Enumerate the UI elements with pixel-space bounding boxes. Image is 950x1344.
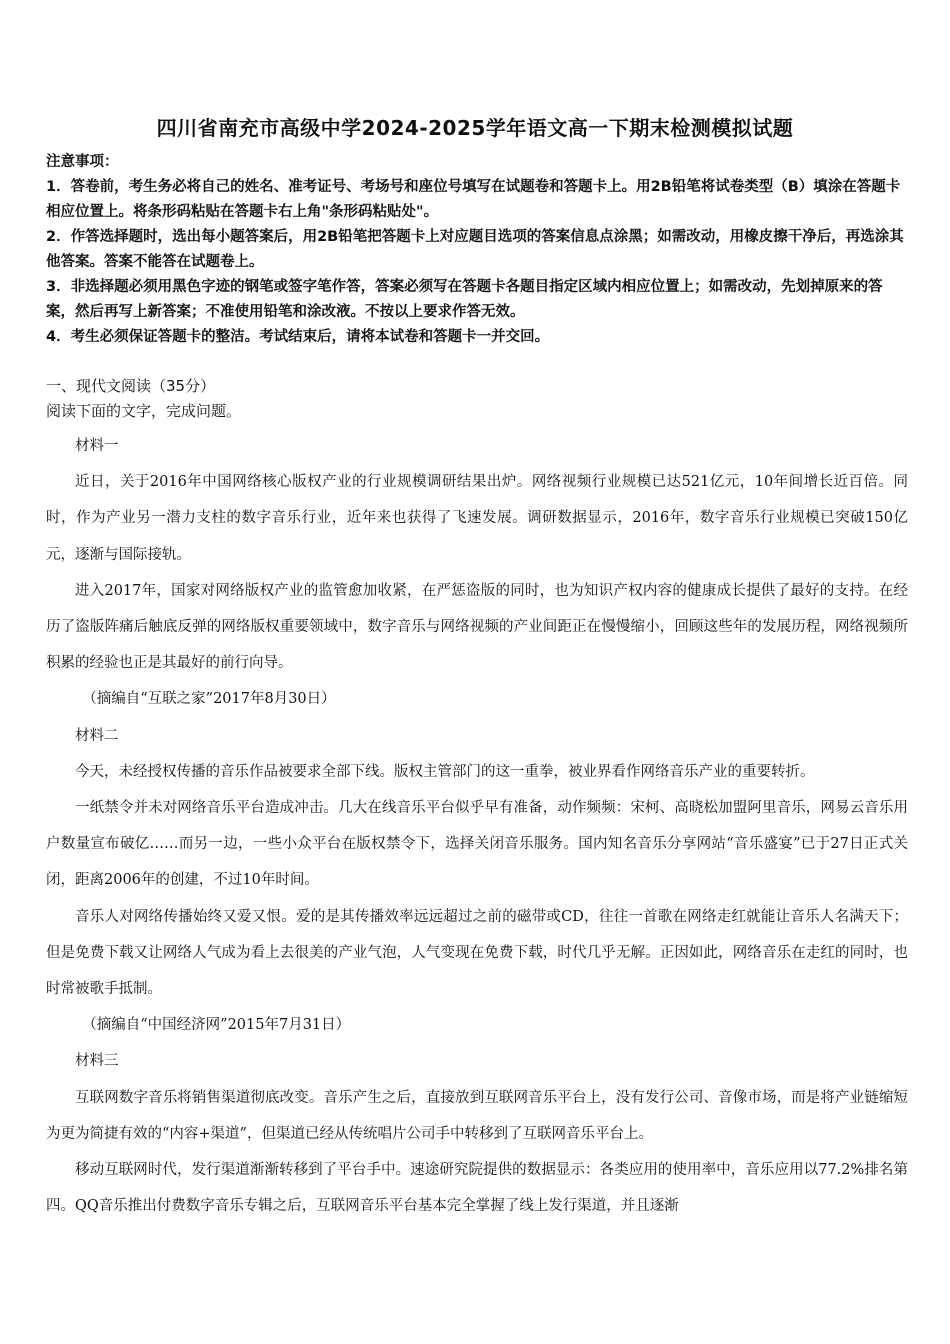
paragraph: 一纸禁令并未对网络音乐平台造成冲击。几大在线音乐平台似乎早有准备，动作频频：宋柯、高晓松加盟阿里音乐，网易云音乐用户数量宣布破亿……而另一边，一些小众平台在版权禁令下，选择关闭音乐服务。国内知名音乐分享网站“音乐盛宴”已于27日正式关闭，距离2006年的创建，不过10年时间。: [46, 800, 908, 889]
material-label: 材料一: [75, 438, 119, 454]
source-citation: （摘编自“中国经济网”2015年7月31日）: [82, 1017, 351, 1034]
section-heading: 一、现代文阅读（35分）: [46, 377, 216, 395]
paragraph: 音乐人对网络传播始终又爱又恨。爱的是其传播效率远远超过之前的磁带或CD，往往一首歌在网络走红就能让音乐人名满天下；但是免费下载又让网络人气成为看上去很美的产业气泡，人气变现在免费下载，时代几乎无解。正因如此，网络音乐在走红的同时，也时常被歌手抵制。: [46, 908, 908, 998]
paragraph: 今天，未经授权传播的音乐作品被要求全部下线。版权主管部门的这一重拳，被业界看作网络音乐产业的重要转折。: [75, 763, 815, 780]
notice-item: 1．答卷前，考生务必将自己的姓名、准考证号、考场号和座位号填写在试题卷和答题卡上。用2B铅笔将试卷类型（B）填涂在答题卡相应位置上。将条形码粘贴在答题卡右上角"条形码粘贴处"。: [46, 179, 901, 220]
notice-item: 4．考生必须保证答题卡的整洁。考试结束后，请将本试卷和答题卡一并交回。: [46, 329, 550, 345]
material-label: 材料二: [75, 727, 119, 744]
reading-materials: [46, 428, 908, 1224]
page-title: 四川省南充市高级中学2024-2025学年语文高一下期末检测模拟试题: [156, 116, 794, 140]
paragraph: 互联网数字音乐将销售渠道彻底改变。音乐产生之后，直接放到互联网音乐平台上，没有发行公司、音像市场，而是将产业链缩短为更为简捷有效的“内容+渠道”，但渠道已经从传统唱片公司手中转移到了互联网音乐平台上。: [46, 1089, 908, 1142]
material-label: 材料三: [75, 1053, 119, 1070]
notice-item: 2．作答选择题时，选出每小题答案后，用2B铅笔把答题卡上对应题目选项的答案信息点涂黑；如需改动，用橡皮擦干净后，再选涂其他答案。答案不能答在试题卷上。: [46, 229, 904, 270]
notice-item: 3．非选择题必须用黑色字迹的钢笔或签字笔作答，答案必须写在答题卡各题目指定区域内相应位置上；如需改动，先划掉原来的答案，然后再写上新答案；不准使用铅笔和涂改液。不按以上要求作答无效。: [46, 279, 883, 320]
section-instruction: 阅读下面的文字，完成问题。: [46, 402, 242, 420]
paragraph: 进入2017年，国家对网络版权产业的监管愈加收紧，在严惩盗版的同时，也为知识产权内容的健康成长提供了最好的支持。在经历了盗版阵痛后触底反弹的网络版权重要领域中，数字音乐与网络视频的产业间距正在慢慢缩小，回顾这些年的发展历程，网络视频所积累的经验也正是其最好的前行向导。: [46, 582, 908, 672]
paragraph: 移动互联网时代，发行渠道渐渐转移到了平台手中。速途研究院提供的数据显示：各类应用的使用率中，音乐应用以77.2%排名第四。QQ音乐推出付费数字音乐专辑之后，互联网音乐平台基本完全掌握了线上发行渠道，并且逐渐: [46, 1162, 908, 1215]
section-header: [46, 374, 906, 424]
paragraph: 近日，关于2016年中国网络核心版权产业的行业规模调研结果出炉。网络视频行业规模已达521亿元，10年间增长近百倍。同时，作为产业另一潜力支柱的数字音乐行业，近年来也获得了飞速发展。调研数据显示，2016年，数字音乐行业规模已突破150亿元，逐渐与国际接轨。: [46, 474, 908, 563]
notice-block: [46, 150, 906, 350]
notice-heading: 注意事项：: [46, 154, 119, 170]
source-citation: （摘编自“互联之家”2017年8月30日）: [82, 691, 336, 708]
